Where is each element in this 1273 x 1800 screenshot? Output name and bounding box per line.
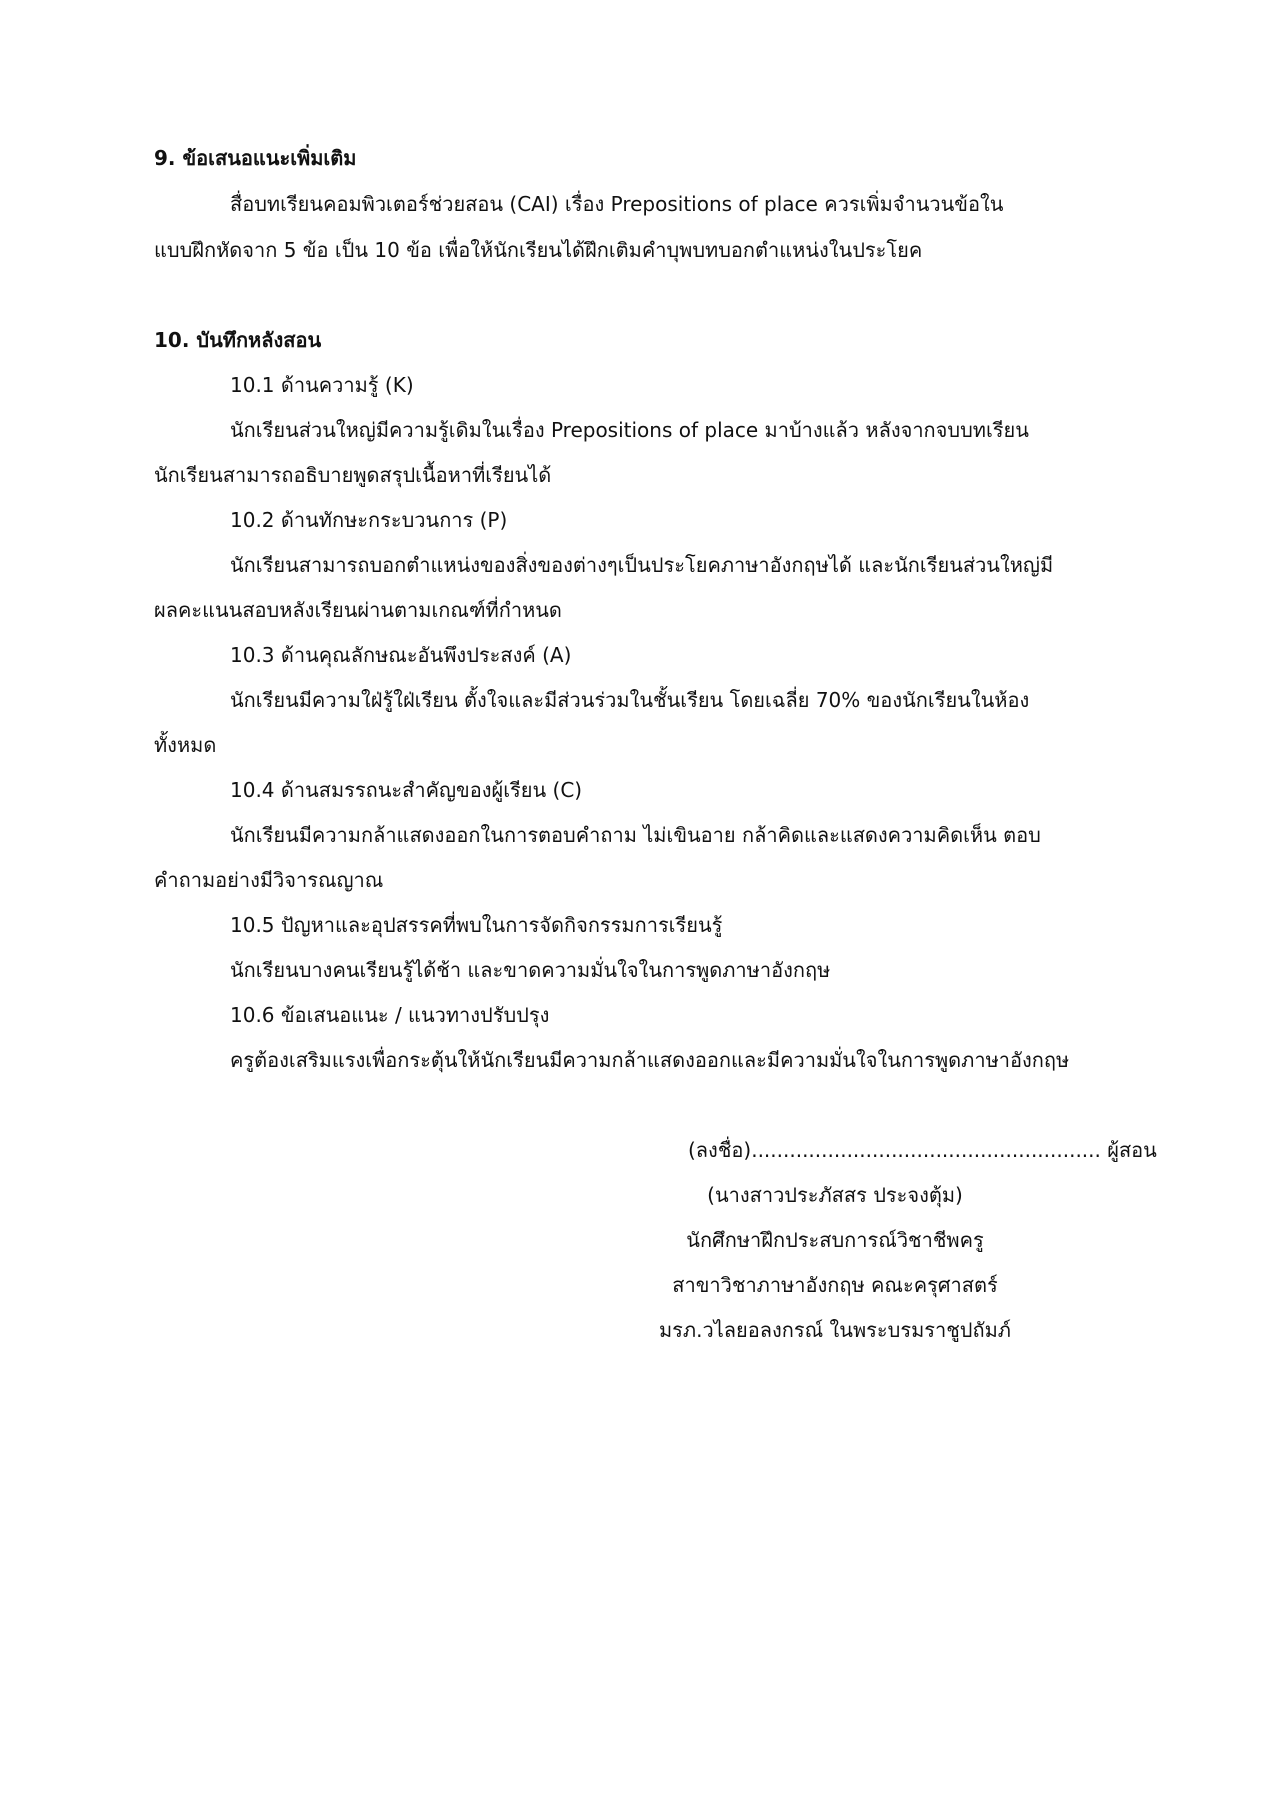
competency-text-line-2: คำถามอย่างมีวิจารณญาณ	[154, 868, 384, 892]
section-9-text-line-2: แบบฝึกหัดจาก 5 ข้อ เป็น 10 ข้อ เพื่อให้นักเรียนได้ฝึกเติมคำบุพบทบอกตำแหน่งในประโยค	[154, 238, 923, 262]
competency-title: 10.4 ด้านสมรรถนะสำคัญของผู้เรียน (C)	[230, 778, 583, 802]
suggestions-title: 10.6 ข้อเสนอแนะ / แนวทางปรับปรุง	[230, 1003, 550, 1027]
suggestions-text-line-1: ครูต้องเสริมแรงเพื่อกระตุ้นให้นักเรียนมีความกล้าแสดงออกและมีความมั่นใจในการพูดภาษาอังกฤษ	[230, 1048, 1070, 1072]
section-9-heading: 9. ข้อเสนอแนะเพิ่มเติม	[154, 146, 357, 170]
attitude-text-line-1: นักเรียนมีความใฝ่รู้ใฝ่เรียน ตั้งใจและมีส่วนร่วมในชั้นเรียน โดยเฉลี่ย 70% ของนักเรียนในห้อง	[230, 688, 1030, 712]
signature-line: (ลงชื่อ)....................................................... ผู้สอน	[688, 1138, 1157, 1162]
process-title: 10.2 ด้านทักษะกระบวนการ (P)	[230, 508, 508, 532]
problems-text-line-1: นักเรียนบางคนเรียนรู้ได้ช้า และขาดความมั่นใจในการพูดภาษาอังกฤษ	[230, 958, 831, 982]
signer-university: มรภ.วไลยอลงกรณ์ ในพระบรมราชูปถัมภ์	[659, 1318, 1011, 1342]
knowledge-text-line-2: นักเรียนสามารถอธิบายพูดสรุปเนื้อหาที่เรียนได้	[154, 463, 552, 487]
signer-department: สาขาวิชาภาษาอังกฤษ คณะครุศาสตร์	[672, 1273, 998, 1297]
knowledge-text-line-1: นักเรียนส่วนใหญ่มีความรู้เดิมในเรื่อง Prepositions of place มาบ้างแล้ว หลังจากจบบทเรียน	[230, 418, 1029, 442]
section-10-heading: 10. บันทึกหลังสอน	[154, 328, 322, 352]
section-9-text-line-1: สื่อบทเรียนคอมพิวเตอร์ช่วยสอน (CAI) เรื่อง Prepositions of place ควรเพิ่มจำนวนข้อใน	[230, 192, 1004, 216]
competency-text-line-1: นักเรียนมีความกล้าแสดงออกในการตอบคำถาม ไม่เขินอาย กล้าคิดและแสดงความคิดเห็น ตอบ	[230, 823, 1041, 847]
process-text-line-2: ผลคะแนนสอบหลังเรียนผ่านตามเกณฑ์ที่กำหนด	[154, 598, 562, 622]
attitude-title: 10.3 ด้านคุณลักษณะอันพึงประสงค์ (A)	[230, 643, 572, 667]
signer-position: นักศึกษาฝึกประสบการณ์วิชาชีพครู	[686, 1228, 984, 1252]
process-text-line-1: นักเรียนสามารถบอกตำแหน่งของสิ่งของต่างๆเป็นประโยคภาษาอังกฤษได้ และนักเรียนส่วนใหญ่มี	[230, 553, 1054, 577]
attitude-text-line-2: ทั้งหมด	[154, 733, 217, 757]
signer-name: (นางสาวประภัสสร ประจงตุ้ม)	[707, 1183, 963, 1207]
problems-title: 10.5 ปัญหาและอุปสรรคที่พบในการจัดกิจกรรมการเรียนรู้	[230, 913, 723, 937]
knowledge-title: 10.1 ด้านความรู้ (K)	[230, 373, 414, 397]
